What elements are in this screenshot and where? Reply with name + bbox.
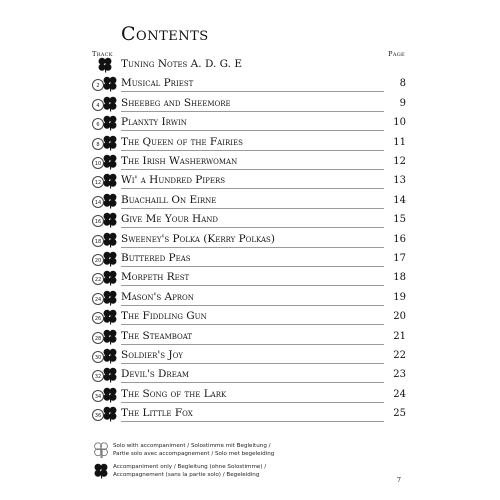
tune-title: The Fiddling Gun (121, 310, 210, 322)
contents-row (90, 135, 408, 153)
dot-leader (121, 266, 384, 267)
track-number-badge: 14 (92, 196, 104, 208)
page-ref: 24 (393, 388, 406, 400)
legend-solo-line-2: Partie solo avec accompagnement / Solo met begeleiding (113, 451, 275, 457)
page-ref: 19 (393, 291, 406, 303)
dot-leader (121, 305, 384, 306)
dot-leader (121, 188, 384, 189)
tune-title: Mason's Apron (121, 291, 197, 303)
dot-leader (121, 324, 384, 325)
page-ref: 15 (393, 214, 406, 226)
page-ref: 25 (393, 408, 406, 420)
dot-leader (121, 247, 384, 248)
contents-row (90, 329, 408, 347)
page-column-header: Page (388, 50, 405, 58)
contents-row (90, 387, 408, 405)
track-number-badge: 12 (92, 176, 104, 188)
contents-row (90, 290, 408, 308)
track-number-badge: 8 (92, 138, 104, 150)
tune-title: Soldier's Joy (121, 349, 186, 361)
legend-solo-line-1: Solo with accompaniment / Solostimme mit Begleitung / (113, 443, 271, 449)
shamrock-icon (101, 405, 119, 423)
dot-leader (121, 130, 384, 131)
shamrock-icon (101, 289, 119, 307)
page-ref: 22 (393, 350, 406, 361)
page-ref: 23 (393, 369, 406, 381)
tune-title: The Steamboat (121, 330, 195, 342)
contents-row (90, 232, 408, 250)
page-ref: 14 (393, 194, 406, 206)
track-number-badge: 18 (92, 235, 104, 247)
track-number-badge: 24 (92, 293, 104, 305)
dot-leader (121, 208, 384, 209)
shamrock-icon (101, 75, 119, 93)
page-ref: 17 (393, 253, 406, 264)
track-number-badge: 36 (92, 409, 104, 421)
contents-row (90, 115, 408, 133)
dot-leader (121, 421, 384, 422)
page-ref: 13 (393, 175, 406, 187)
shamrock-icon (101, 192, 119, 210)
shamrock-icon (101, 114, 119, 132)
track-number-badge: 6 (92, 118, 104, 130)
shamrock-icon (101, 328, 119, 346)
page-title: Contents (121, 23, 209, 45)
shamrock-icon (101, 308, 119, 326)
shamrock-icon (101, 386, 119, 404)
shamrock-icon (101, 134, 119, 152)
dot-leader (121, 285, 384, 286)
tune-title: Buttered Peas (121, 252, 194, 264)
dot-leader (121, 382, 384, 383)
page-ref: 20 (393, 311, 406, 323)
tune-title: Give Me Your Hand (121, 213, 221, 225)
shamrock-icon (101, 269, 119, 287)
tune-title: Sheebeg and Sheemore (121, 97, 234, 109)
shamrock-icon (92, 462, 110, 480)
track-number-badge: 2 (92, 79, 104, 91)
page-ref: 16 (393, 233, 406, 245)
tune-title: The Little Fox (121, 407, 196, 419)
page-ref: 8 (399, 78, 406, 90)
dot-leader (121, 111, 384, 112)
shamrock-icon (101, 95, 119, 113)
contents-row (90, 270, 408, 288)
dot-leader (121, 150, 384, 151)
shamrock-icon (101, 366, 119, 384)
dot-leader (121, 363, 384, 364)
contents-row (90, 367, 408, 385)
dot-leader (121, 91, 384, 92)
dot-leader (121, 169, 384, 170)
track-number-badge: 34 (92, 390, 104, 402)
contents-row (90, 251, 408, 269)
shamrock-icon (101, 153, 119, 171)
contents-row (90, 348, 408, 366)
shamrock-outline-icon (92, 441, 110, 459)
contents-row (90, 212, 408, 230)
track-number-badge: 30 (92, 351, 104, 363)
contents-row (90, 406, 408, 424)
page-ref: 9 (399, 97, 406, 109)
tune-title: Musical Priest (121, 77, 196, 89)
shamrock-icon (101, 347, 119, 365)
track-number-badge: 22 (92, 273, 104, 285)
shamrock-icon (101, 172, 119, 190)
contents-row (90, 309, 408, 327)
contents-row (90, 96, 408, 114)
tune-title: The Irish Washerwoman (121, 155, 240, 167)
page-ref: 21 (393, 330, 406, 342)
legend-acc-line-1: Accompaniment only / Begleitung (ohne Solostimme) / (113, 464, 267, 470)
tune-title: Sweeney's Polka (Kerry Polkas) (121, 233, 278, 245)
tune-title: The Song of the Lark (121, 388, 229, 400)
dot-leader (121, 227, 384, 228)
track-number-badge: 20 (92, 254, 104, 266)
track-number-badge: 32 (92, 370, 104, 382)
tune-title: Wi' a Hundred Pipers (121, 174, 228, 186)
tune-title: The Queen of the Fairies (121, 136, 246, 148)
legend-acc-line-2: Accompagnement (sans la partie solo) / Begeleiding (113, 472, 260, 478)
tune-title: Tuning Notes A. D. G. E (121, 58, 245, 70)
shamrock-icon (101, 211, 119, 229)
track-column-header: Track (92, 50, 113, 58)
page-ref: 10 (393, 117, 406, 129)
tune-title: Buachaill On Eirne (121, 194, 219, 206)
shamrock-icon (96, 56, 114, 74)
track-number-badge: 16 (92, 215, 104, 227)
contents-row (90, 76, 408, 94)
tune-title: Morpeth Rest (121, 271, 192, 283)
contents-row (90, 154, 408, 172)
track-number-badge: 10 (92, 157, 104, 169)
contents-row (90, 173, 408, 191)
track-number-badge: 4 (92, 99, 104, 111)
contents-row (90, 57, 408, 75)
dot-leader (121, 402, 384, 403)
shamrock-icon (101, 250, 119, 268)
page-ref: 12 (393, 156, 406, 167)
page-ref: 11 (393, 136, 406, 148)
tune-title: Devil's Dream (121, 368, 192, 380)
track-number-badge: 28 (92, 332, 104, 344)
page-ref: 18 (393, 272, 406, 284)
shamrock-icon (101, 231, 119, 249)
dot-leader (121, 344, 384, 345)
track-number-badge: 26 (92, 312, 104, 324)
contents-row (90, 193, 408, 211)
page-number: 7 (396, 476, 401, 484)
tune-title: Planxty Irwin (121, 116, 190, 128)
